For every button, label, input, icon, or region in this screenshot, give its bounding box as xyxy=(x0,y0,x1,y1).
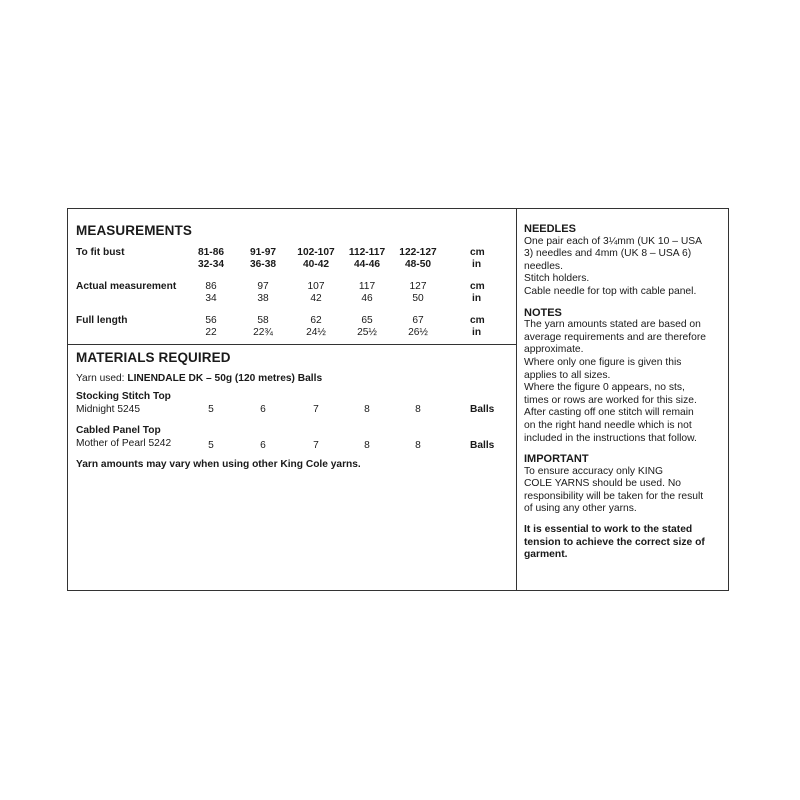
notes-text xyxy=(524,319,724,445)
stocking-balls-cell: 5 xyxy=(208,404,214,415)
size-cm-cell: 102-107 xyxy=(297,247,335,258)
stocking-balls-cell: 6 xyxy=(260,404,266,415)
important-text xyxy=(524,466,724,516)
actual-cm-cell: 97 xyxy=(257,281,269,292)
important-line: responsibility will be taken for the result xyxy=(524,490,704,502)
length-in-cell: 25½ xyxy=(357,327,377,338)
stocking-balls-cell: 8 xyxy=(364,404,370,415)
unit-cm: cm xyxy=(470,247,485,258)
actual-cm-cell: 107 xyxy=(307,281,325,292)
tension-line: tension to achieve the correct size of xyxy=(524,536,705,548)
cabled-balls-cell: 8 xyxy=(415,440,421,451)
measurements-title: MEASUREMENTS xyxy=(76,223,192,238)
length-cm-cell: 67 xyxy=(412,315,424,326)
notes-line: approximate. xyxy=(524,344,584,356)
length-in-cell: 24½ xyxy=(306,327,326,338)
tension-warning xyxy=(524,524,724,562)
section-divider xyxy=(68,344,516,345)
tension-line: garment. xyxy=(524,549,568,561)
size-cm-cell: 122-127 xyxy=(399,247,437,258)
notes-line: average requirements and are therefore xyxy=(524,331,707,343)
notes-line: The yarn amounts stated are based on xyxy=(524,319,701,331)
length-cm-cell: 58 xyxy=(257,315,269,326)
stocking-stitch-shade: Midnight 5245 xyxy=(76,404,141,415)
balls-unit: Balls xyxy=(470,440,495,451)
yarn-used-prefix: Yarn used: xyxy=(76,373,128,384)
length-cm-cell: 65 xyxy=(361,315,373,326)
important-line: of using any other yarns. xyxy=(524,503,637,515)
actual-cm-cell: 86 xyxy=(205,281,217,292)
balls-unit: Balls xyxy=(470,404,495,415)
cabled-balls-cell: 8 xyxy=(364,440,370,451)
actual-in-cell: 34 xyxy=(205,293,217,304)
size-in-cell: 44-46 xyxy=(353,259,381,270)
unit-cm: cm xyxy=(470,281,485,292)
notes-line: Where the figure 0 appears, no sts, xyxy=(524,382,685,394)
needles-title: NEEDLES xyxy=(524,223,576,235)
cabled-panel-title: Cabled Panel Top xyxy=(76,425,161,436)
actual-in-cell: 42 xyxy=(310,293,322,304)
size-cm-cell: 81-86 xyxy=(197,247,225,258)
length-in-cell: 22 xyxy=(205,327,217,338)
actual-in-cell: 38 xyxy=(257,293,269,304)
actual-cm-cell: 127 xyxy=(409,281,427,292)
size-in-cell: 40-42 xyxy=(302,259,330,270)
notes-line: included in the instructions that follow. xyxy=(524,432,697,444)
actual-measurement-label: Actual measurement xyxy=(76,281,177,292)
unit-in: in xyxy=(472,259,482,270)
length-in-cell: 26½ xyxy=(408,327,428,338)
notes-line: After casting off one stitch will remain xyxy=(524,407,694,419)
notes-line: times or rows are worked for this size. xyxy=(524,394,697,406)
size-cm-cell: 112-117 xyxy=(348,247,386,258)
needles-line: One pair each of 3¼mm (UK 10 – USA xyxy=(524,235,702,247)
cabled-balls-cell: 5 xyxy=(208,440,214,451)
length-cm-cell: 56 xyxy=(205,315,217,326)
length-cm-cell: 62 xyxy=(310,315,322,326)
unit-in: in xyxy=(472,327,482,338)
column-divider xyxy=(516,209,517,590)
actual-in-cell: 46 xyxy=(361,293,373,304)
tension-line: It is essential to work to the stated xyxy=(524,524,693,536)
important-title: IMPORTANT xyxy=(524,453,589,466)
needles-line: 3) needles and 4mm (UK 8 – USA 6) xyxy=(524,248,692,260)
yarn-variation-note: Yarn amounts may vary when using other King Cole yarns. xyxy=(76,459,361,470)
bust-label: To fit bust xyxy=(76,247,125,258)
needles-line: Stitch holders. xyxy=(524,273,590,285)
important-line: COLE YARNS should be used. No xyxy=(524,478,682,490)
size-in-cell: 48-50 xyxy=(404,259,432,270)
cabled-panel-shade: Mother of Pearl 5242 xyxy=(76,438,172,449)
cabled-balls-cell: 7 xyxy=(313,440,319,451)
actual-cm-cell: 117 xyxy=(358,281,376,292)
length-in-cell: 22¾ xyxy=(253,327,273,338)
needles-line: needles. xyxy=(524,260,563,272)
right-column xyxy=(524,223,724,562)
size-in-cell: 32-34 xyxy=(197,259,225,270)
size-cm-cell: 91-97 xyxy=(249,247,277,258)
notes-title: NOTES xyxy=(524,306,562,319)
stocking-balls-cell: 8 xyxy=(415,404,421,415)
needles-text xyxy=(524,236,724,299)
stocking-balls-cell: 7 xyxy=(313,404,319,415)
size-in-cell: 36-38 xyxy=(249,259,277,270)
actual-in-cell: 50 xyxy=(412,293,424,304)
unit-in: in xyxy=(472,293,482,304)
stocking-stitch-title: Stocking Stitch Top xyxy=(76,391,171,402)
pattern-info-box xyxy=(67,208,729,591)
unit-cm: cm xyxy=(470,315,485,326)
yarn-used xyxy=(76,373,322,384)
materials-title: MATERIALS REQUIRED xyxy=(76,350,231,365)
important-line: To ensure accuracy only KING xyxy=(524,465,664,477)
full-length-label: Full length xyxy=(76,315,128,326)
needles-line: Cable needle for top with cable panel. xyxy=(524,285,697,297)
yarn-name: LINENDALE DK – 50g (120 metres) Balls xyxy=(127,373,323,384)
notes-line: Where only one figure is given this xyxy=(524,356,682,368)
notes-line: applies to all sizes. xyxy=(524,369,611,381)
cabled-balls-cell: 6 xyxy=(260,440,266,451)
notes-line: on the right hand needle which is not xyxy=(524,419,692,431)
